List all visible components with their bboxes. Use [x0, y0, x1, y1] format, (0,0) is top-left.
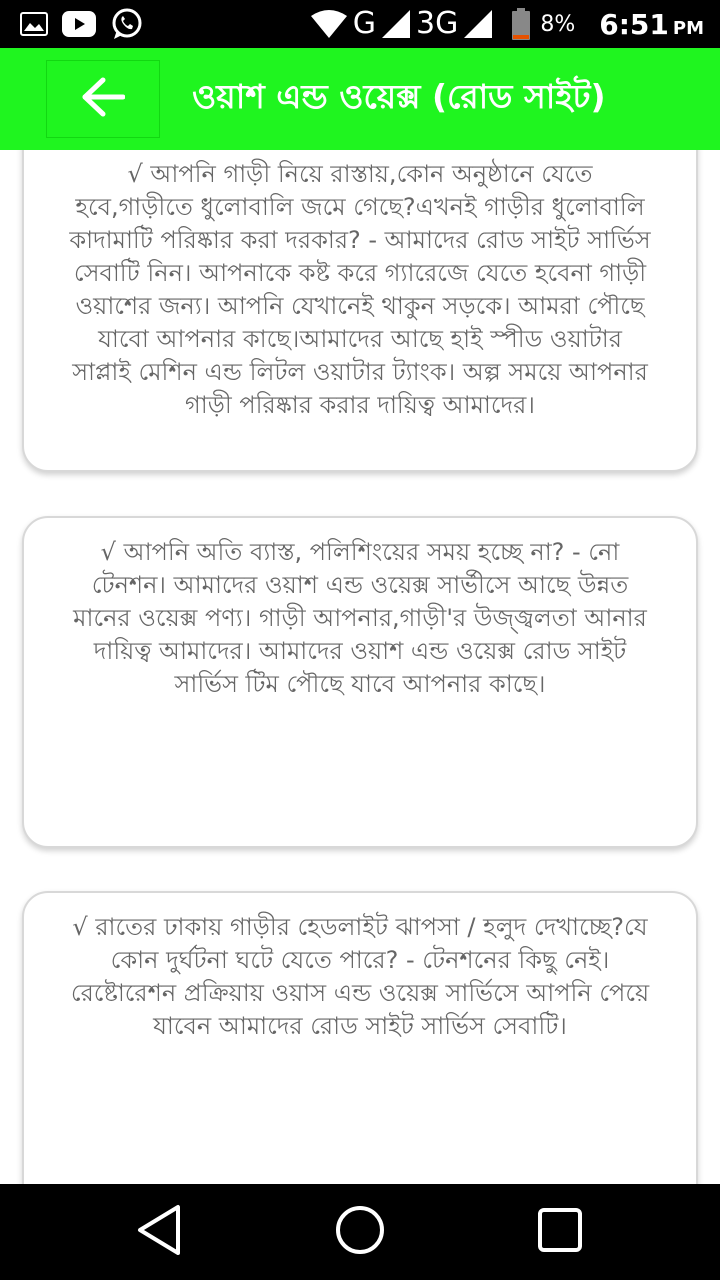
status-bar — [0, 0, 720, 48]
service-card-headlight-restoration — [22, 891, 698, 1184]
whatsapp-icon — [110, 7, 144, 41]
service-card-roadside-wash — [22, 150, 698, 472]
back-triangle-icon — [136, 1204, 184, 1260]
back-button[interactable] — [46, 60, 160, 138]
network-type-3g: 3G — [415, 6, 459, 41]
notification-icons — [20, 7, 144, 41]
app-bar — [0, 48, 720, 150]
wifi-icon — [311, 10, 347, 38]
nav-home-button[interactable] — [315, 1187, 405, 1277]
battery-icon — [512, 8, 530, 40]
clock-time: 6:51 — [599, 7, 669, 41]
system-status — [311, 8, 704, 41]
content-scroll[interactable] — [0, 150, 720, 1184]
signal-icon-2 — [464, 10, 492, 38]
youtube-icon — [62, 11, 96, 37]
recents-square-icon — [537, 1207, 583, 1257]
nav-back-button[interactable] — [115, 1187, 205, 1277]
battery-percent: 8% — [540, 11, 576, 37]
clock-ampm: PM — [672, 17, 704, 39]
page-title: ওয়াশ এন্ড ওয়েক্স (রোড সাইট) — [192, 77, 606, 116]
signal-icon — [382, 10, 410, 38]
nav-recents-button[interactable] — [515, 1187, 605, 1277]
card-text: √ রাতের ঢাকায় গাড়ীর হেডলাইট ঝাপসা / হলুদ দেখাচ্ছে?যে কোন দুর্ঘটনা ঘটে যেতে পারে? - টেনশনের কিছু নেই। রেষ্টোরেশন প্রক্রিয়ায় ওয়াস এন্ড ওয়েক্স সার্ভিসে আপনি পেয়ে যাবেন আমাদের রোড সাইট সার্ভিস সেবাটি। — [70, 913, 650, 1040]
service-card-polish-wax — [22, 516, 698, 848]
card-text: √ আপনি অতি ব্যাস্ত, পলিশিংয়ের সময় হচ্ছে না? - নো টেনশন। আমাদের ওয়াশ এন্ড ওয়েক্স সার্ভীসে আছে উন্নত মানের ওয়েক্স পণ্য। গাড়ী আপনার,গাড়ী'র উজ্জ্বলতা আনার দায়িত্ব আমাদের। আমাদের ওয়াশ এন্ড ওয়েক্স রোড সাইট সার্ভিস টিম পৌছে যাবে আপনার কাছে। — [73, 538, 647, 698]
image-icon — [20, 12, 48, 36]
system-nav-bar — [0, 1184, 720, 1280]
home-circle-icon — [334, 1204, 386, 1260]
clock — [599, 8, 704, 41]
card-text: √ আপনি গাড়ী নিয়ে রাস্তায়,কোন অনুষ্ঠানে যেতে হবে,গাড়ীতে ধুলোবালি জমে গেছে?এখনই গাড়ীর ধুলোবালি কাদামাটি পরিষ্কার করা দরকার? - আমাদের রোড সাইট সার্ভিস সেবাটি নিন। আপনাকে কষ্ট করে গ্যারেজে যেতে হবেনা গাড়ী ওয়াশের জন্য। আপনি যেখানেই থাকুন সড়কে। আমরা পৌছে যাবো আপনার কাছে।আমাদের আছে হাই স্পীড ওয়াটার সাপ্লাই মেশিন এন্ড লিটল ওয়াটার ট্যাংক। অল্প সময়ে আপনার গাড়ী পরিষ্কার করার দায়িত্ব আমাদের। — [69, 160, 651, 419]
network-type-g: G — [352, 6, 376, 41]
arrow-left-icon — [81, 77, 125, 121]
